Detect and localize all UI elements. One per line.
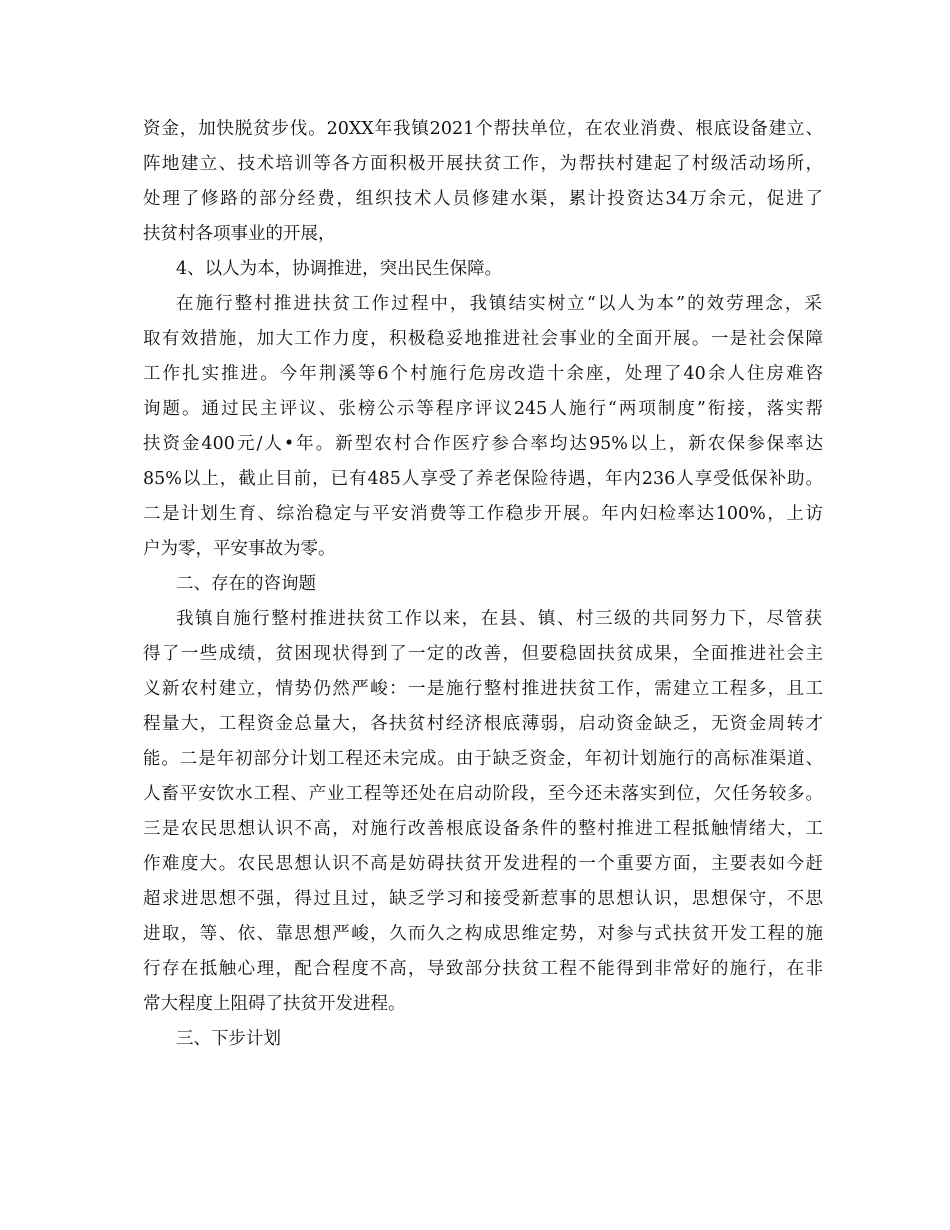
- section-heading: 二、存在的咨询题: [176, 574, 316, 594]
- section-heading: 三、下步计划: [176, 1029, 281, 1049]
- text-line: 能。二是年初部分计划工程还未完成。由于缺乏资金，年初计划施行的高标准渠道、: [143, 749, 823, 769]
- text-line: 扶资金400元/人•年。新型农村合作医疗参合率均达95%以上，新农保参保率达: [143, 434, 823, 454]
- text-line: 行存在抵触心理，配合程度不高，导致部分扶贫工程不能得到非常好的施行，在非: [143, 959, 823, 979]
- text-line: 义新农村建立，情势仍然严峻：一是施行整村推进扶贫工作，需建立工程多，且工: [143, 679, 823, 699]
- text-line: 工作扎实推进。今年荆溪等6个村施行危房改造十余座，处理了40余人住房难咨: [143, 364, 823, 384]
- text-line: 处理了修路的部分经费，组织技术人员修建水渠，累计投资达34万余元，促进了: [143, 189, 823, 209]
- text-line: 超求进思想不强，得过且过，缺乏学习和接受新惹事的思想认识，思想保守，不思: [143, 889, 823, 909]
- text-line: 取有效措施，加大工作力度，积极稳妥地推进社会事业的全面开展。一是社会保障: [143, 329, 823, 349]
- text-line: 在施行整村推进扶贫工作过程中，我镇结实树立“以人为本”的效劳理念，采: [176, 294, 822, 314]
- text-line: 程量大，工程资金总量大，各扶贫村经济根底薄弱，启动资金缺乏，无资金周转才: [143, 714, 823, 734]
- text-line: 常大程度上阻碍了扶贫开发进程。: [143, 994, 406, 1014]
- text-line: 进取，等、依、靠思想严峻，久而久之构成思维定势，对参与式扶贫开发工程的施: [143, 924, 823, 944]
- text-line: 询题。通过民主评议、张榜公示等程序评议245人施行“两项制度”衔接，落实帮: [143, 399, 823, 419]
- text-line: 85%以上，截止目前，已有485人享受了养老保险待遇，年内236人享受低保补助。: [143, 469, 823, 489]
- text-line: 阵地建立、技术培训等各方面积极开展扶贫工作，为帮扶村建起了村级活动场所，: [143, 154, 823, 174]
- text-line: 二是计划生育、综治稳定与平安消费等工作稳步开展。年内妇检率达100%，上访: [143, 504, 823, 524]
- text-line: 三是农民思想认识不高，对施行改善根底设备条件的整村推进工程抵触情绪大，工: [143, 819, 823, 839]
- text-line: 得了一些成绩，贫困现状得到了一定的改善，但要稳固扶贫成果，全面推进社会主: [143, 644, 823, 664]
- text-line: 人畜平安饮水工程、产业工程等还处在启动阶段，至今还未落实到位，欠任务较多。: [143, 784, 823, 804]
- text-line: 我镇自施行整村推进扶贫工作以来，在县、镇、村三级的共同努力下，尽管获: [176, 609, 822, 629]
- text-line: 作难度大。农民思想认识不高是妨碍扶贫开发进程的一个重要方面，主要表如今赶: [143, 854, 823, 874]
- section-heading: 4、以人为本，协调推进，突出民生保障。: [176, 259, 503, 279]
- text-line: 资金，加快脱贫步伐。20XX年我镇2021个帮扶单位，在农业消费、根底设备建立、: [143, 119, 823, 139]
- text-line: 户为零，平安事故为零。: [143, 539, 336, 559]
- text-line: 扶贫村各项事业的开展，: [143, 224, 336, 244]
